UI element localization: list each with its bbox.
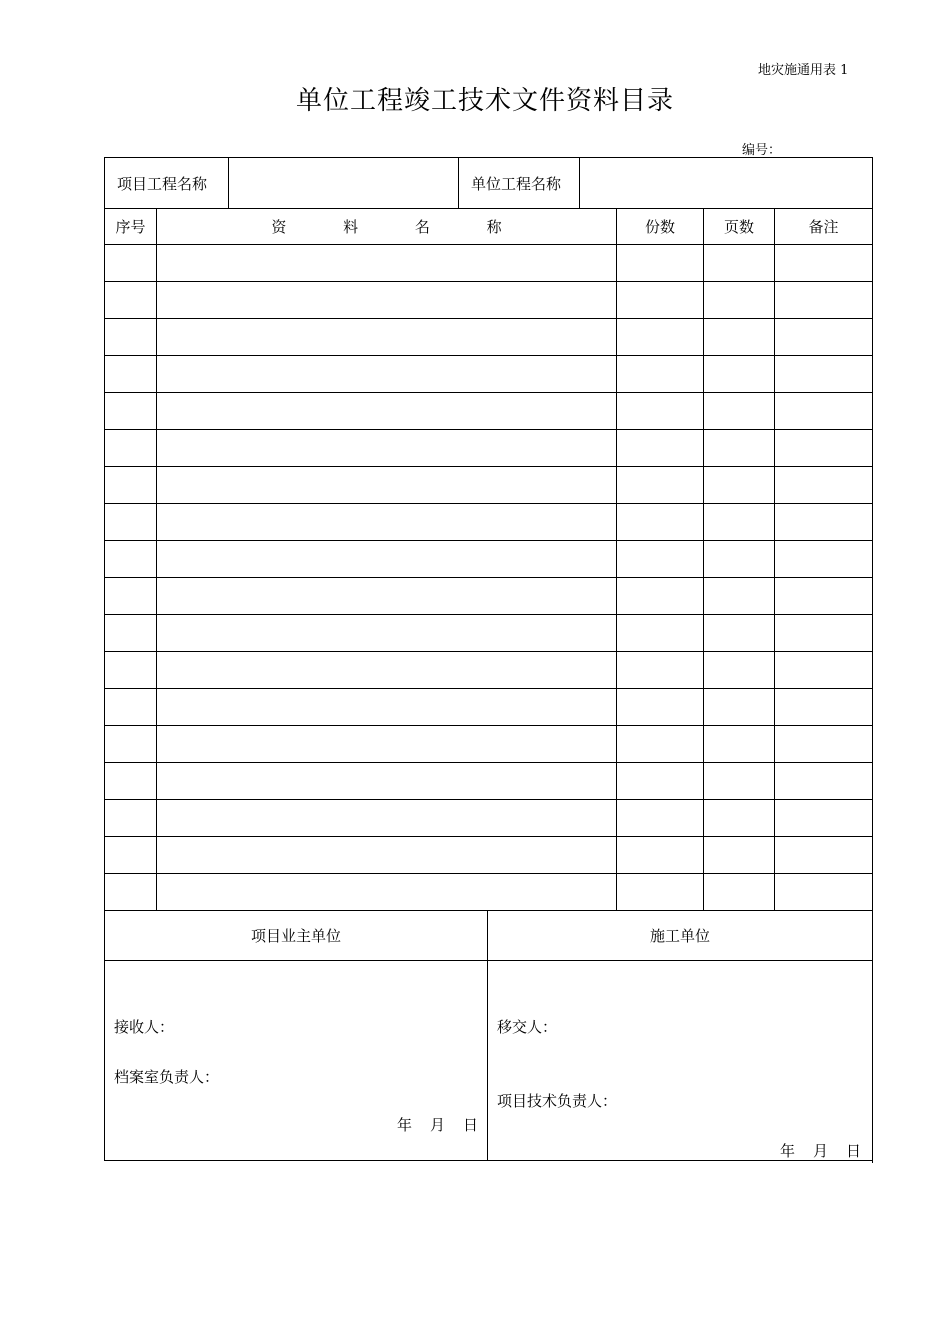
cell-remarks[interactable] xyxy=(775,245,873,282)
cell-remarks[interactable] xyxy=(775,652,873,689)
cell-name[interactable] xyxy=(157,726,617,763)
table-row xyxy=(105,393,873,430)
cell-seq[interactable] xyxy=(105,393,157,430)
cell-copies[interactable] xyxy=(617,689,704,726)
cell-remarks[interactable] xyxy=(775,874,873,911)
cell-name[interactable] xyxy=(157,319,617,356)
cell-name[interactable] xyxy=(157,245,617,282)
cell-name[interactable] xyxy=(157,282,617,319)
cell-name[interactable] xyxy=(157,467,617,504)
cell-copies[interactable] xyxy=(617,800,704,837)
cell-seq[interactable] xyxy=(105,541,157,578)
contractor-date-month: 月 xyxy=(813,1142,829,1160)
cell-remarks[interactable] xyxy=(775,837,873,874)
table-row xyxy=(105,282,873,319)
cell-pages[interactable] xyxy=(704,541,775,578)
table-row xyxy=(105,504,873,541)
cell-remarks[interactable] xyxy=(775,282,873,319)
table-row xyxy=(105,874,873,911)
cell-seq[interactable] xyxy=(105,689,157,726)
cell-seq[interactable] xyxy=(105,430,157,467)
cell-remarks[interactable] xyxy=(775,763,873,800)
cell-seq[interactable] xyxy=(105,282,157,319)
number-label: 编号： xyxy=(742,143,782,158)
owner-date-month: 月 xyxy=(430,1116,446,1134)
table-row xyxy=(105,763,873,800)
table-row xyxy=(105,356,873,393)
cell-name[interactable] xyxy=(157,652,617,689)
contractor-date xyxy=(780,1140,861,1161)
table-row xyxy=(105,541,873,578)
catalog-table xyxy=(104,208,873,911)
page-title: 单位工程竣工技术文件资料目录 xyxy=(295,86,674,116)
cell-name[interactable] xyxy=(157,504,617,541)
cell-seq[interactable] xyxy=(105,467,157,504)
contractor-date-day: 日 xyxy=(846,1142,862,1160)
cell-pages[interactable] xyxy=(704,393,775,430)
cell-copies[interactable] xyxy=(617,615,704,652)
cell-remarks[interactable] xyxy=(775,800,873,837)
right-border-line xyxy=(872,157,873,1163)
col-remarks-header: 备注 xyxy=(775,209,873,245)
cell-remarks[interactable] xyxy=(775,356,873,393)
cell-copies[interactable] xyxy=(617,541,704,578)
cell-pages[interactable] xyxy=(704,874,775,911)
cell-pages[interactable] xyxy=(704,652,775,689)
cell-copies[interactable] xyxy=(617,578,704,615)
cell-seq[interactable] xyxy=(105,578,157,615)
cell-copies[interactable] xyxy=(617,393,704,430)
cell-remarks[interactable] xyxy=(775,726,873,763)
cell-remarks[interactable] xyxy=(775,541,873,578)
cell-name[interactable] xyxy=(157,615,617,652)
col-copies-header: 份数 xyxy=(617,209,704,245)
table-row xyxy=(105,319,873,356)
cell-remarks[interactable] xyxy=(775,430,873,467)
cell-seq[interactable] xyxy=(105,319,157,356)
cell-pages[interactable] xyxy=(704,430,775,467)
table-row xyxy=(105,615,873,652)
cell-remarks[interactable] xyxy=(775,467,873,504)
cell-name[interactable] xyxy=(157,874,617,911)
cell-pages[interactable] xyxy=(704,356,775,393)
cell-seq[interactable] xyxy=(105,726,157,763)
cell-name[interactable] xyxy=(157,541,617,578)
cell-copies[interactable] xyxy=(617,319,704,356)
cell-copies[interactable] xyxy=(617,356,704,393)
archive-head-label: 档案室负责人： xyxy=(114,1068,220,1086)
cell-remarks[interactable] xyxy=(775,393,873,430)
form-code: 地灾施通用表 1 xyxy=(758,63,849,78)
table-row xyxy=(105,689,873,726)
cell-copies[interactable] xyxy=(617,874,704,911)
cell-seq[interactable] xyxy=(105,800,157,837)
cell-copies[interactable] xyxy=(617,726,704,763)
cell-copies[interactable] xyxy=(617,763,704,800)
handover-label: 移交人： xyxy=(497,1018,558,1036)
cell-pages[interactable] xyxy=(704,689,775,726)
cell-name[interactable] xyxy=(157,356,617,393)
table-row xyxy=(105,837,873,874)
receiver-label: 接收人： xyxy=(114,1018,175,1036)
cell-seq[interactable] xyxy=(105,356,157,393)
cell-copies[interactable] xyxy=(617,245,704,282)
header-table xyxy=(104,157,873,209)
cell-pages[interactable] xyxy=(704,245,775,282)
cell-seq[interactable] xyxy=(105,504,157,541)
cell-pages[interactable] xyxy=(704,726,775,763)
owner-heading: 项目业主单位 xyxy=(105,911,488,961)
col-seq-header: 序号 xyxy=(105,209,157,245)
cell-pages[interactable] xyxy=(704,578,775,615)
owner-date-year: 年 xyxy=(397,1116,413,1134)
cell-pages[interactable] xyxy=(704,467,775,504)
cell-name[interactable] xyxy=(157,689,617,726)
cell-remarks[interactable] xyxy=(775,504,873,541)
cell-seq[interactable] xyxy=(105,763,157,800)
project-name-field[interactable] xyxy=(229,158,459,209)
cell-pages[interactable] xyxy=(704,615,775,652)
contractor-signature-cell[interactable] xyxy=(488,961,873,1161)
project-name-label: 项目工程名称 xyxy=(105,158,229,209)
contractor-date-year: 年 xyxy=(780,1142,796,1160)
cell-copies[interactable] xyxy=(617,467,704,504)
cell-name[interactable] xyxy=(157,800,617,837)
cell-seq[interactable] xyxy=(105,615,157,652)
cell-copies[interactable] xyxy=(617,504,704,541)
cell-copies[interactable] xyxy=(617,282,704,319)
cell-remarks[interactable] xyxy=(775,578,873,615)
cell-remarks[interactable] xyxy=(775,689,873,726)
owner-signature-cell[interactable] xyxy=(105,961,488,1161)
cell-remarks[interactable] xyxy=(775,615,873,652)
contractor-heading: 施工单位 xyxy=(488,911,873,961)
table-row xyxy=(105,578,873,615)
cell-copies[interactable] xyxy=(617,652,704,689)
table-row xyxy=(105,652,873,689)
cell-name[interactable] xyxy=(157,763,617,800)
col-pages-header: 页数 xyxy=(704,209,775,245)
table-row xyxy=(105,430,873,467)
cell-pages[interactable] xyxy=(704,504,775,541)
cell-seq[interactable] xyxy=(105,837,157,874)
owner-date xyxy=(397,1114,478,1135)
owner-date-day: 日 xyxy=(463,1116,479,1134)
catalog-header-row xyxy=(105,209,873,245)
signature-table xyxy=(104,910,873,1161)
unit-name-label: 单位工程名称 xyxy=(459,158,580,209)
cell-seq[interactable] xyxy=(105,245,157,282)
cell-pages[interactable] xyxy=(704,837,775,874)
unit-name-field[interactable] xyxy=(580,158,873,209)
cell-copies[interactable] xyxy=(617,430,704,467)
cell-name[interactable] xyxy=(157,578,617,615)
cell-copies[interactable] xyxy=(617,837,704,874)
table-row xyxy=(105,467,873,504)
cell-pages[interactable] xyxy=(704,319,775,356)
cell-name[interactable] xyxy=(157,837,617,874)
cell-seq[interactable] xyxy=(105,652,157,689)
table-row xyxy=(105,726,873,763)
cell-remarks[interactable] xyxy=(775,319,873,356)
cell-name[interactable] xyxy=(157,393,617,430)
table-row xyxy=(105,800,873,837)
cell-name[interactable] xyxy=(157,430,617,467)
cell-pages[interactable] xyxy=(704,282,775,319)
cell-seq[interactable] xyxy=(105,874,157,911)
cell-pages[interactable] xyxy=(704,763,775,800)
table-row xyxy=(105,245,873,282)
cell-pages[interactable] xyxy=(704,800,775,837)
col-name-header: 资 料 名 称 xyxy=(157,209,617,245)
tech-head-label: 项目技术负责人： xyxy=(497,1092,618,1110)
